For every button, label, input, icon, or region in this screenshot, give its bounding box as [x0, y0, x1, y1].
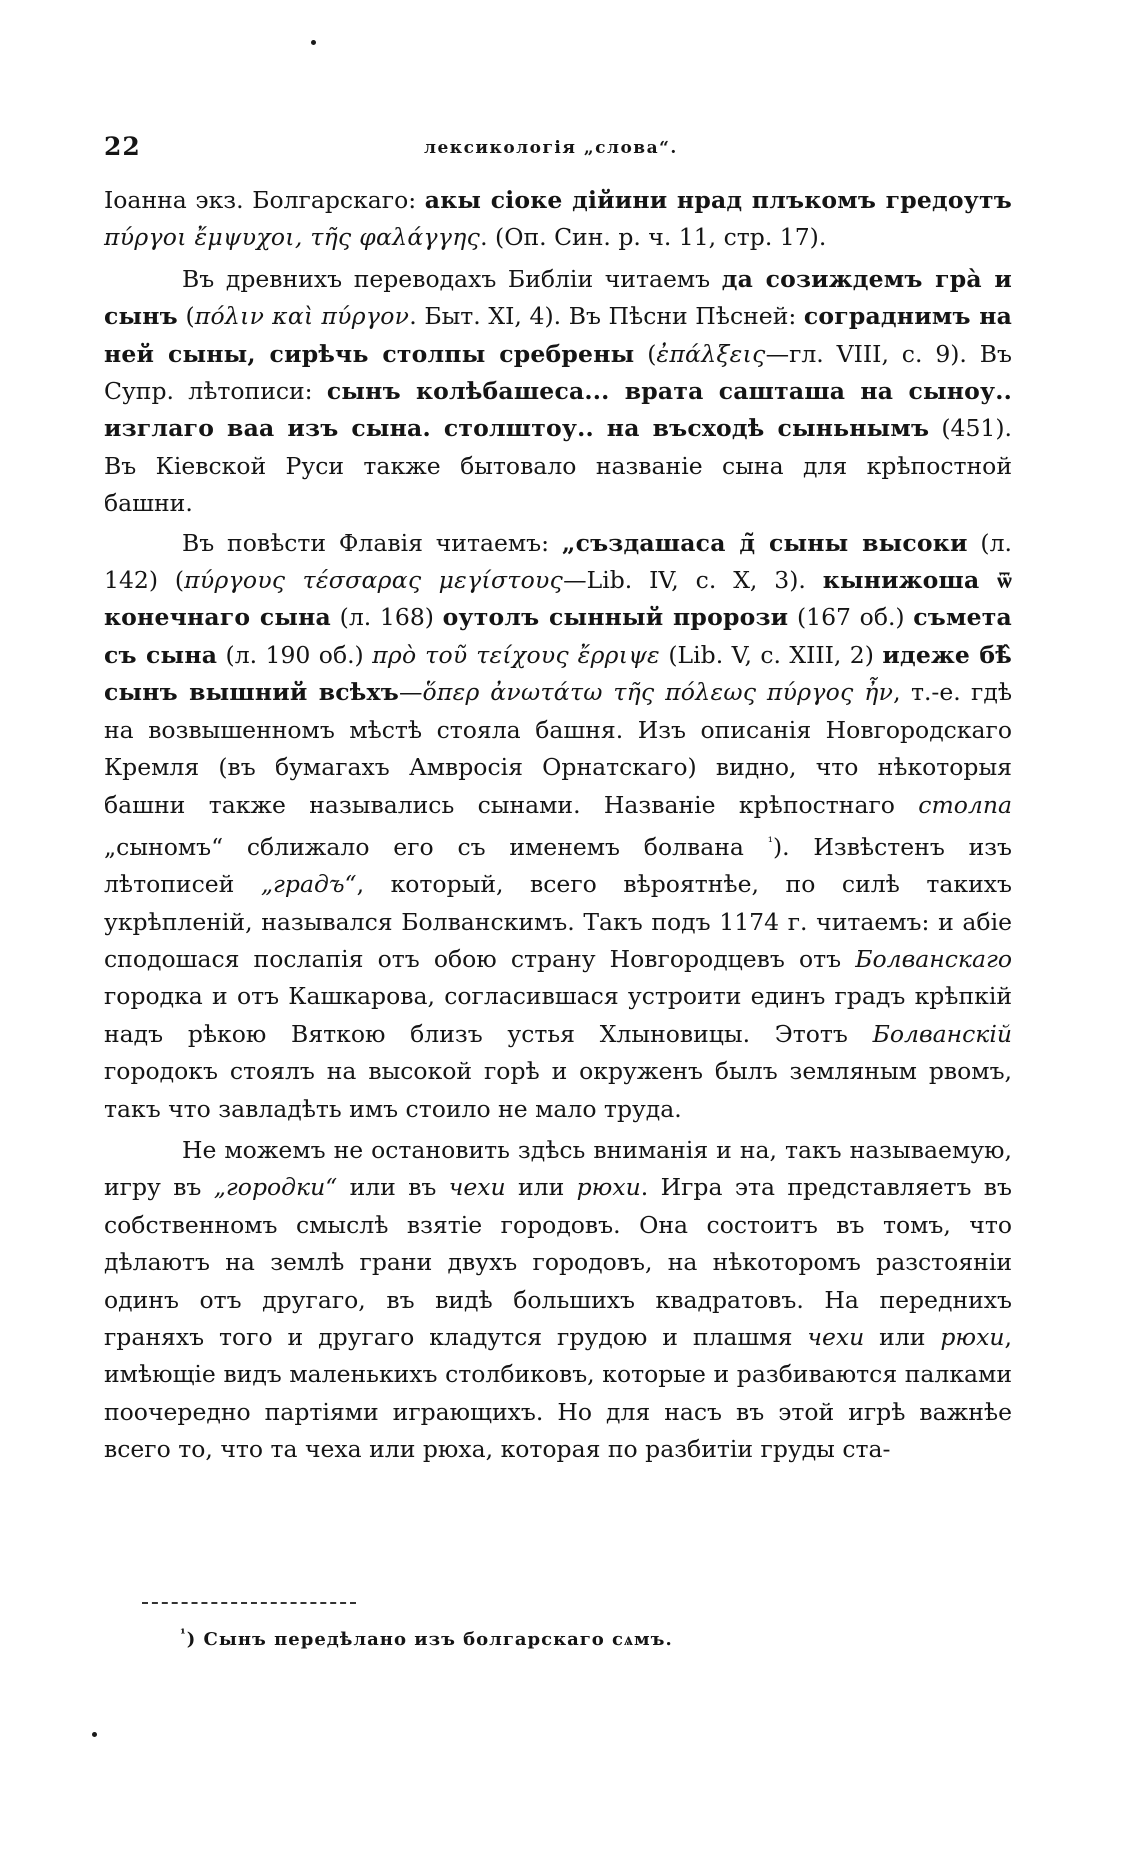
text-run: или: [505, 1173, 577, 1202]
ink-speck: [311, 40, 316, 45]
text-run: городокъ стоялъ на высокой горѣ и окруженъ былъ земляным рвомъ, такъ что завладѣть имъ стоило не мало труда.: [104, 1057, 1012, 1123]
text-run: (л. 142) (: [104, 528, 1012, 595]
greek-quote: πύργους τέσσαρας μεγίστους: [184, 566, 564, 595]
italic-term: чехи: [448, 1173, 506, 1202]
church-slavonic-quote: оутолъ сынный прорози: [442, 603, 789, 632]
italic-term: Болванскаго: [855, 944, 1012, 973]
ink-speck: [92, 1732, 97, 1737]
text-run: городка и отъ Кашкарова, согласившася устроити единъ градъ крѣпкій надъ рѣкою Вяткою близъ устья Хлыновицы. Этотъ: [104, 982, 1012, 1048]
page-number: 22: [104, 132, 141, 161]
footnote-rule: [142, 1602, 356, 1604]
text-run: ). Извѣстенъ изъ лѣтописей: [104, 832, 1013, 899]
text-run: (: [177, 302, 195, 331]
greek-quote: πρὸ τοῦ τείχους ἔρριψε: [372, 640, 660, 669]
church-slavonic-quote: сограднимъ на ней сыны, сирѣчь столпы сребрены: [104, 302, 1013, 368]
text-run: . Быт. XI, 4). Въ Пѣсни Пѣсней:: [409, 302, 804, 331]
italic-term: рюхи: [576, 1173, 641, 1202]
footnote-text: ) Сынъ передѣлано изъ болгарскаго сѧмъ.: [186, 1629, 673, 1650]
text-run: или: [864, 1323, 941, 1352]
italic-term: рюхи: [940, 1323, 1005, 1352]
text-run: Въ повѣсти Флавія читаемъ:: [182, 528, 562, 557]
church-slavonic-quote: кынижоша ѿ конечнаго сына: [104, 566, 1012, 632]
footnote-marker: ¹: [180, 1627, 187, 1642]
text-run: , т.-е. гдѣ на возвышенномъ мѣстѣ стояла башня. Изъ описанія Новгородскаго Кремля (въ бумагахъ Амвросія Орнатскаго) видно, что нѣкоторыя башни также назывались сынами. Названіе крѣпостнаго: [104, 678, 1012, 819]
greek-quote: ἐπάλξεις: [656, 339, 766, 368]
greek-quote: ὅπερ ἀνωτάτω τῆς πόλεως πύργος ἦν: [422, 678, 894, 707]
page-header: [104, 132, 1022, 172]
italic-term: Болванскій: [872, 1019, 1012, 1048]
page-body: [104, 182, 1012, 1469]
text-run: —гл. VIII, с. 9). Въ Супр. лѣтописи:: [104, 339, 1012, 406]
text-run: Въ древнихъ переводахъ Библіи читаемъ: [182, 264, 722, 293]
text-run: (451). Въ Кіевской Руси также бытовало названіе сына для крѣпостной башни.: [104, 414, 1012, 518]
italic-term: „городки“: [213, 1173, 338, 1202]
text-run: (л. 190 об.): [217, 640, 373, 669]
church-slavonic-quote: сынъ колѣбашеса... врата сашташа на сыноу.. изглаго ваа изъ сына. столштоу.. на въсходѣ сыньнымъ: [104, 377, 1012, 443]
church-slavonic-quote: съмета съ сына: [104, 603, 1012, 669]
church-slavonic-quote: „създашаса д̃ сыны высоки: [561, 528, 968, 557]
paragraph: [104, 525, 1012, 1128]
text-run: Не можемъ не остановить здѣсь вниманія и на, такъ называемую, игру въ: [104, 1135, 1012, 1202]
greek-quote: πόλιν καὶ πύργον: [194, 302, 410, 331]
text-run: , который, всего вѣроятнѣе, по силѣ такихъ укрѣпленій, назывался Болванскимъ. Такъ подъ 1174 г. читаемъ: и абіе сподошася послапія отъ обою страну Новгородцевъ отъ: [104, 870, 1012, 973]
footnote: [180, 1627, 673, 1650]
church-slavonic-quote: идеже бѣ̂ сынъ вышний всѣхъ: [104, 640, 1012, 707]
paragraph: [104, 1132, 1012, 1469]
greek-quote: πύργοι ἔμψυχοι, τῆς φαλάγγης: [104, 223, 481, 252]
footnote-ref: ¹: [767, 834, 773, 850]
text-run: Іоанна экз. Болгарскаго:: [104, 186, 425, 214]
running-title: лексикологія „слова“.: [424, 138, 678, 158]
text-run: „сыномъ“ сближало его съ именемъ болвана: [104, 832, 768, 861]
text-run: . Игра эта представляетъ въ собственномъ смыслѣ взятіе городовъ. Она состоитъ въ томъ, что дѣлаютъ на землѣ грани двухъ городовъ, на нѣкоторомъ разстояніи одинъ отъ другаго, въ видѣ большихъ квадратовъ. На переднихъ граняхъ того и другаго кладутся грудою и плашмя: [104, 1173, 1012, 1352]
italic-term: чехи: [807, 1323, 865, 1352]
church-slavonic-quote: акы сіоке дійини нрад плъкомъ гредоутъ: [424, 186, 1012, 214]
text-run: —: [398, 678, 423, 707]
text-run: (Lib. V, с. XIII, 2): [659, 640, 883, 669]
text-run: или въ: [337, 1173, 449, 1202]
text-run: (л. 168): [331, 603, 443, 632]
text-run: —Lib. IV, с. X, 3).: [563, 566, 823, 595]
italic-term: столпа: [918, 790, 1012, 819]
paragraph: [104, 261, 1012, 523]
church-slavonic-quote: да созиждемъ гра̀ и сынъ: [104, 264, 1012, 331]
text-run: . (Оп. Син. р. ч. 11, стр. 17).: [480, 223, 827, 252]
text-run: (167 об.): [788, 603, 914, 632]
italic-term: „градъ“: [260, 870, 357, 899]
paragraph: [104, 182, 1012, 257]
text-run: , имѣющіе видъ маленькихъ столбиковъ, которые и разбиваются палками поочередно партіями играющихъ. Но для насъ въ этой игрѣ важнѣе всего то, что та чеха или рюха, которая по разбитіи груды ста-: [104, 1323, 1012, 1464]
text-run: (: [634, 339, 657, 368]
